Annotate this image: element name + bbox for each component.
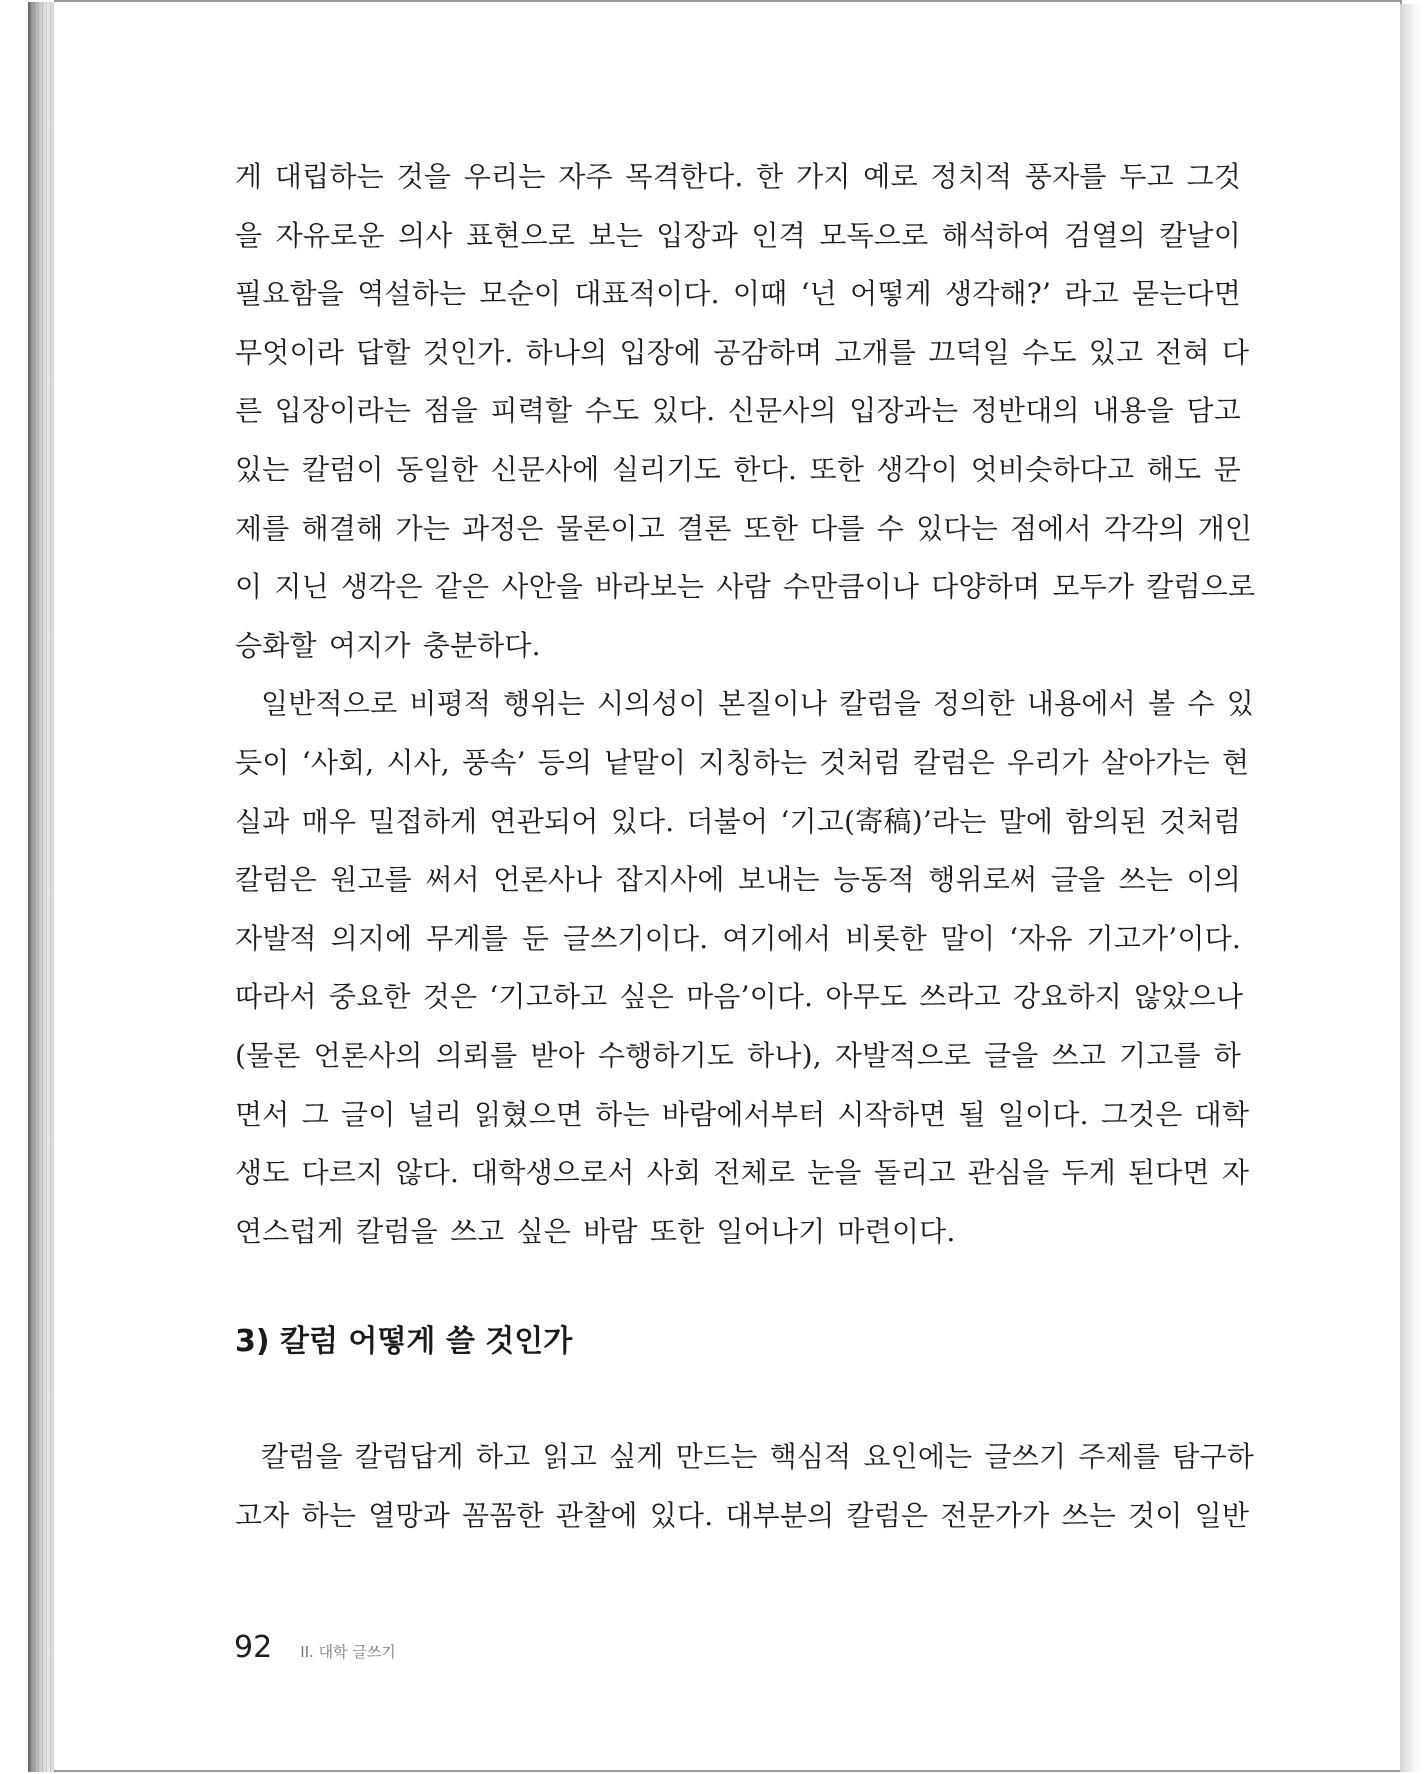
text-line: 생도 다르지 않다. 대학생으로서 사회 전체로 눈을 돌리고 관심을 두게 된다면 자 xyxy=(235,1156,1250,1190)
page-stack-lines xyxy=(30,2,54,1772)
text-line: 자발적 의지에 무게를 둔 글쓰기이다. 여기에서 비롯한 말이 ‘자유 기고가’이다. xyxy=(235,921,1241,955)
body-text xyxy=(235,148,1256,1261)
text-line: 연스럽게 칼럼을 쓰고 싶은 바람 또한 일어나기 마련이다. xyxy=(235,1214,956,1248)
text-line: 무엇이라 답할 것인가. 하나의 입장에 공감하며 고개를 끄덕일 수도 있고 전혀 다 xyxy=(235,335,1250,369)
running-head: II. 대학 글쓰기 xyxy=(300,1643,396,1661)
text-line: 을 자유로운 의사 표현으로 보는 입장과 인격 모독으로 해석하여 검열의 칼날이 xyxy=(235,218,1241,252)
paragraph-1 xyxy=(235,148,1256,675)
text-line: 고자 하는 열망과 꼼꼼한 관찰에 있다. 대부분의 칼럼은 전문가가 쓰는 것이 일반 xyxy=(235,1498,1250,1532)
text-line: 칼럼을 칼럼답게 하고 읽고 싶게 만드는 핵심적 요인에는 글쓰기 주제를 탐구하 xyxy=(261,1440,1254,1473)
text-line: 필요함을 역설하는 모순이 대표적이다. 이때 ‘넌 어떻게 생각해?’ 라고 묻는다면 xyxy=(235,277,1241,311)
text-line: 제를 해결해 가는 과정은 물론이고 결론 또한 다를 수 있다는 점에서 각각의 개인 xyxy=(235,511,1253,545)
text-line: 듯이 ‘사회, 시사, 풍속’ 등의 낱말이 지칭하는 것처럼 칼럼은 우리가 살아가는 현 xyxy=(235,745,1250,779)
page-footer xyxy=(234,1630,396,1665)
page-number: 92 xyxy=(234,1630,273,1665)
body-text-section-3 xyxy=(235,1428,1254,1545)
paragraph-3 xyxy=(235,1428,1254,1545)
section-heading: 3) 칼럼 어떻게 쓸 것인가 xyxy=(235,1324,573,1359)
text-line: 른 입장이라는 점을 피력할 수도 있다. 신문사의 입장과는 정반대의 내용을 담고 xyxy=(235,394,1241,428)
text-line: (물론 언론사의 의뢰를 받아 수행하기도 하나), 자발적으로 글을 쓰고 기고를 하 xyxy=(235,1038,1241,1072)
page-shadow xyxy=(1400,4,1422,1772)
text-line: 있는 칼럼이 동일한 신문사에 실리기도 한다. 또한 생각이 엇비슷하다고 해도 문 xyxy=(235,452,1241,486)
text-line: 실과 매우 밀접하게 연관되어 있다. 더불어 ‘기고(寄稿)’라는 말에 함의된 것처럼 xyxy=(235,804,1241,838)
paragraph-2 xyxy=(235,675,1254,1261)
text-line: 면서 그 글이 널리 읽혔으면 하는 바람에서부터 시작하면 될 일이다. 그것은 대학 xyxy=(235,1097,1250,1131)
text-line: 승화할 여지가 충분하다. xyxy=(235,628,541,662)
text-line: 따라서 중요한 것은 ‘기고하고 싶은 마음’이다. 아무도 쓰라고 강요하지 않았으나 xyxy=(235,980,1244,1014)
text-line: 칼럼은 원고를 써서 언론사나 잡지사에 보내는 능동적 행위로써 글을 쓰는 이의 xyxy=(235,863,1241,897)
text-line: 게 대립하는 것을 우리는 자주 목격한다. 한 가지 예로 정치적 풍자를 두고 그것 xyxy=(235,160,1241,193)
text-line: 일반적으로 비평적 행위는 시의성이 본질이나 칼럼을 정의한 내용에서 볼 수 있 xyxy=(261,687,1254,721)
text-line: 이 지닌 생각은 같은 사안을 바라보는 사람 수만큼이나 다양하며 모두가 칼럼으로 xyxy=(235,570,1256,604)
